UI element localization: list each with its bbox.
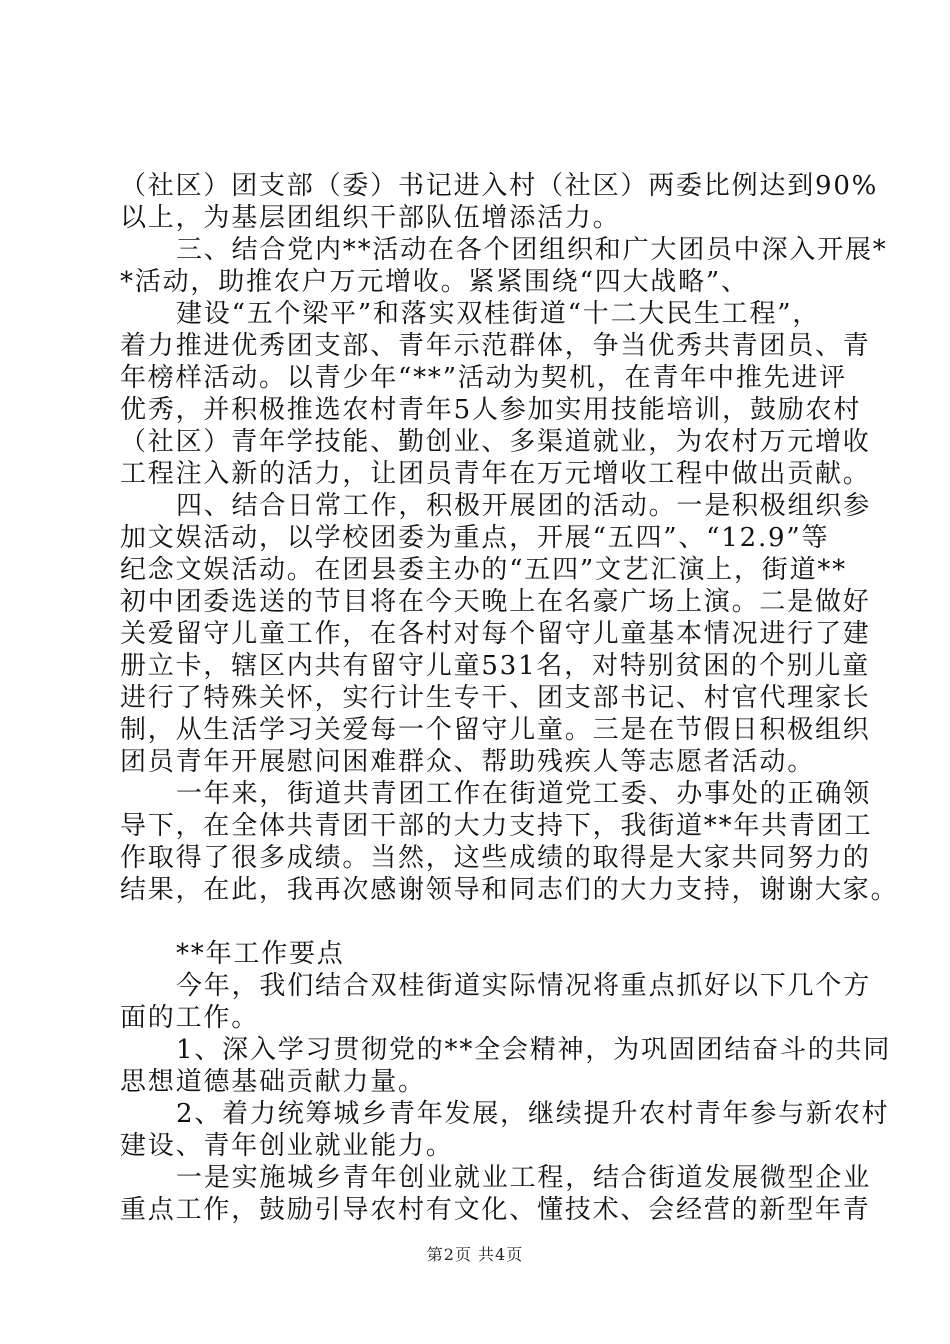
text-line: 作取得了很多成绩。当然，这些成绩的取得是大家共同努力的 xyxy=(120,843,871,873)
text-line: 结果，在此，我再次感谢领导和同志们的大力支持，谢谢大家。 xyxy=(120,875,899,905)
text-line: 优秀，并积极推选农村青年5人参加实用技能培训，鼓励农村 xyxy=(120,395,862,425)
document-body xyxy=(120,170,899,1226)
text-line: 册立卡，辖区内共有留守儿童531名，对特别贫困的个别儿童 xyxy=(120,651,871,681)
text-line: 加文娱活动，以学校团委为重点，开展“五四”、“12.9”等 xyxy=(120,523,830,553)
text-line: 建设“五个梁平”和落实双桂街道“十二大民生工程”， xyxy=(176,299,821,329)
text-line: 初中团委选送的节目将在今天晚上在名豪广场上演。二是做好 xyxy=(120,587,871,617)
text-line: 今年，我们结合双桂街道实际情况将重点抓好以下几个方 xyxy=(176,971,872,1001)
text-line: 建设、青年创业就业能力。 xyxy=(120,1131,454,1161)
text-line: （社区）青年学技能、勤创业、多渠道就业，为农村万元增收 xyxy=(120,427,871,457)
text-line: 1、深入学习贯彻党的**全会精神，为巩固团结奋斗的共同 xyxy=(176,1035,892,1065)
text-line: （社区）团支部（委）书记进入村（社区）两委比例达到90% xyxy=(120,171,879,201)
text-line: 三、结合党内**活动在各个团组织和广大团员中深入开展* xyxy=(176,235,888,265)
paragraph-gap xyxy=(120,906,832,938)
text-line: 年榜样活动。以青少年“**”活动为契机，在青年中推先进评 xyxy=(120,363,847,393)
text-line: 一年来，街道共青团工作在街道党工委、办事处的正确领 xyxy=(176,779,872,809)
text-line: 团员青年开展慰问困难群众、帮助残疾人等志愿者活动。 xyxy=(120,747,816,777)
text-line: 进行了特殊关怀，实行计生专干、团支部书记、村官代理家长 xyxy=(120,683,871,713)
section-title: **年工作要点 xyxy=(176,939,345,969)
text-line: 关爱留守儿童工作，在各村对每个留守儿童基本情况进行了建 xyxy=(120,619,871,649)
text-line: 思想道德基础贡献力量。 xyxy=(120,1067,426,1097)
text-line: 一是实施城乡青年创业就业工程，结合街道发展微型企业 xyxy=(176,1163,872,1193)
text-line: 四、结合日常工作，积极开展团的活动。一是积极组织参 xyxy=(176,491,872,521)
text-line: 着力推进优秀团支部、青年示范群体，争当优秀共青团员、青 xyxy=(120,331,871,361)
report-section xyxy=(120,170,899,906)
page-footer: 第2页 共4页 xyxy=(426,1245,524,1264)
text-line: *活动，助推农户万元增收。紧紧围绕“四大战略”、 xyxy=(120,267,749,297)
text-line: 重点工作，鼓励引导农村有文化、懂技术、会经营的新型年青 xyxy=(120,1195,871,1225)
text-line: 导下，在全体共青团干部的大力支持下，我街道**年共青团工 xyxy=(120,811,873,841)
text-line: 面的工作。 xyxy=(120,1003,260,1033)
text-line: 以上，为基层团组织干部队伍增添活力。 xyxy=(120,203,621,233)
text-line: 2、着力统筹城乡青年发展，继续提升农村青年参与新农村 xyxy=(176,1099,890,1129)
text-line: 制，从生活学习关爱每一个留守儿童。三是在节假日积极组织 xyxy=(120,715,871,745)
text-line: 工程注入新的活力，让团员青年在万元增收工程中做出贡献。 xyxy=(120,459,871,489)
work-points-section xyxy=(120,970,892,1226)
text-line: 纪念文娱活动。在团县委主办的“五四”文艺汇演上，街道** xyxy=(120,555,847,585)
